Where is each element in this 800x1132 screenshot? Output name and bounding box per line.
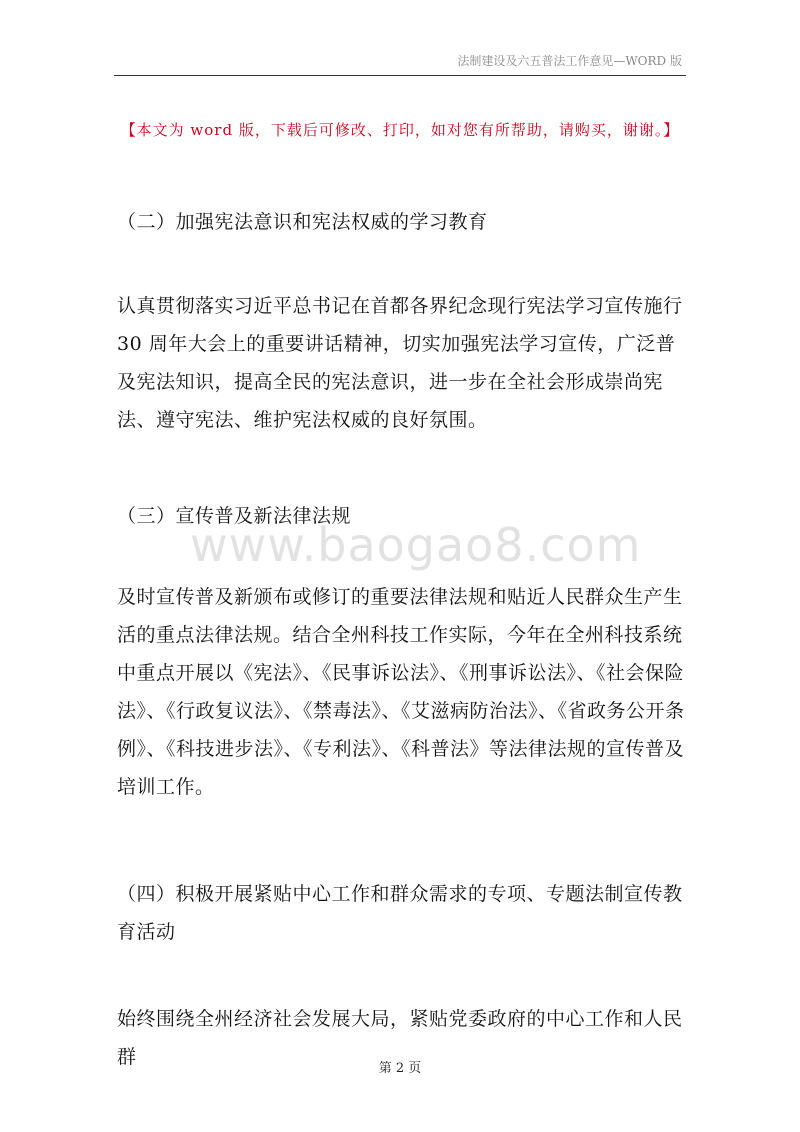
section-body-2: 认真贯彻落实习近平总书记在首都各界纪念现行宪法学习宣传施行 30 周年大会上的重要讲话精神，切实加强宪法学习宣传，广泛普及宪法知识，提高全民的宪法意识，进一步在全社会形成崇尚宪法、遵守宪法、维护宪法权威的良好氛围。 bbox=[117, 295, 683, 431]
section-body-4: 始终围绕全州经济社会发展大局，紧贴党委政府的中心工作和人民群 bbox=[117, 1008, 683, 1068]
section-heading-3: （三）宣传普及新法律法规 bbox=[117, 505, 352, 527]
header-divider bbox=[114, 75, 686, 76]
section-heading-2: （二）加强宪法意识和宪法权威的学习教育 bbox=[117, 211, 488, 233]
page-number: 第 2 页 bbox=[378, 1061, 422, 1076]
section-heading-4: （四）积极开展紧贴中心工作和群众需求的专项、专题法制宣传教育活动 bbox=[117, 883, 683, 943]
watermark: www.baogao8.com bbox=[190, 518, 642, 572]
section-body-3: 及时宣传普及新颁布或修订的重要法律法规和贴近人民群众生产生活的重点法律法规。结合全州科技工作实际，今年在全州科技系统中重点开展以《宪法》、《民事诉讼法》、《刑事诉讼法》、《社会保险法》、《行政复议法》、《禁毒法》、《艾滋病防治法》、《省政务公开条例》、《科技进步法》、《专利法》、《科普法》等法律法规的宣传普及培训工作。 bbox=[117, 586, 685, 798]
header-doc-title: 法制建设及六五普法工作意见—WORD 版 bbox=[457, 54, 682, 68]
download-notice: 【本文为 word 版，下载后可修改、打印，如对您有所帮助，请购买，谢谢。】 bbox=[120, 121, 680, 139]
